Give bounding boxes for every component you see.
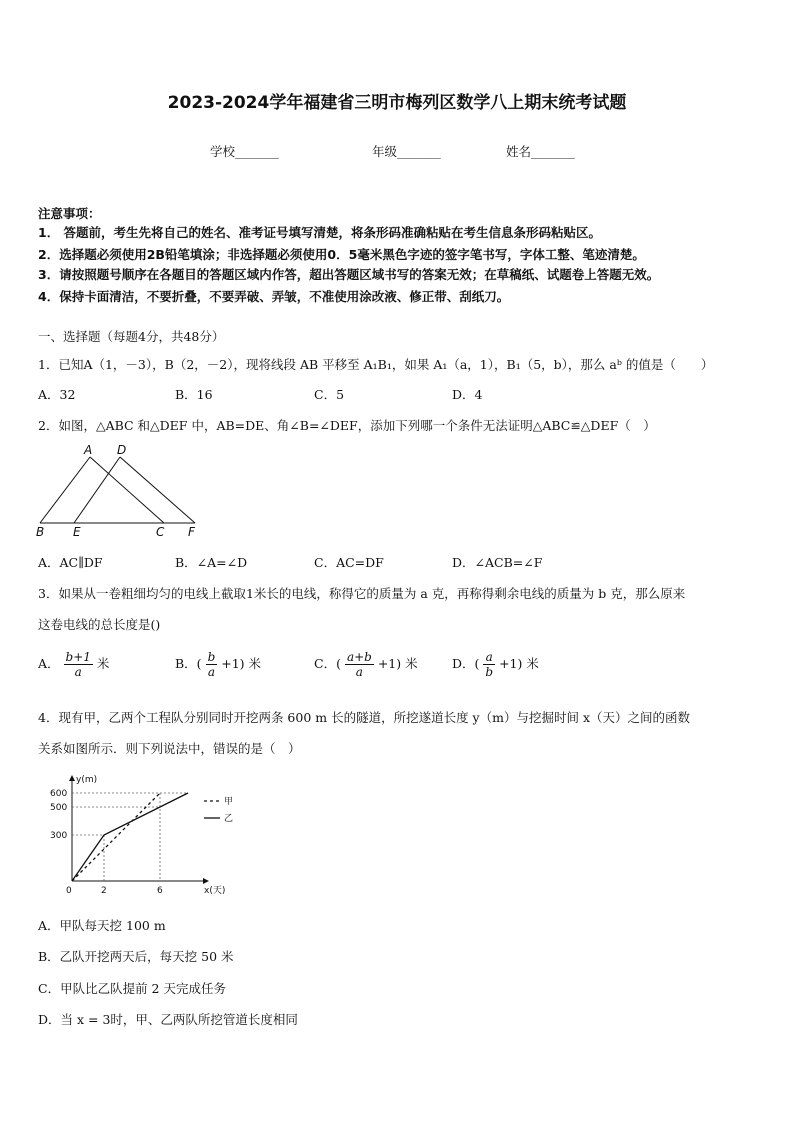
fraction: $\frac{b}{a}$	[207, 650, 216, 679]
q1-option-a: A．32	[38, 387, 76, 402]
y-tick: 300	[50, 831, 68, 841]
q3-option-b: B．( $\frac{b}{a}$ +1) 米	[175, 650, 262, 679]
question-1-text: A（1，－3），B（2，－2），现将线段 AB 平移至 A₁B₁，如果 A₁（a，1），B₁（5，b），那么 aᵇ 的值是（ ）	[83, 357, 714, 372]
q4-option-d: D．当 x = 3时，甲、乙两队所挖管道长度相同	[38, 1012, 298, 1027]
notice-item: 4．保持卡面清洁，不要折叠，不要弄破、弄皱，不准使用涂改液、修正带、刮纸刀。	[38, 289, 510, 304]
grade-field: 年级_______	[372, 144, 441, 159]
y-axis-label: y(m)	[76, 775, 98, 785]
fraction: $\frac{a}{b}$	[485, 650, 494, 679]
x-tick: 2	[101, 886, 107, 896]
series-jia	[72, 793, 160, 881]
legend-yi-label: 乙	[224, 814, 234, 824]
question-2: 2．如图，△ABC 和△DEF 中，AB=DE、角∠B=∠DEF，添加下列哪一个条件无法证明△ABC≌△DEF（ ）	[38, 418, 656, 433]
y-tick: 500	[50, 803, 68, 813]
q1-option-b: B．16	[175, 387, 213, 402]
triangle-figure	[30, 440, 210, 540]
label-f: F	[188, 525, 195, 539]
q2-option-c: C．AC=DF	[314, 555, 384, 570]
notice-item: 3．请按照题号顺序在各题目的答题区域内作答，超出答题区域书写的答案无效；在草稿纸、试题卷上答题无效。	[38, 267, 660, 282]
q4-option-c: C．甲队比乙队提前 2 天完成任务	[38, 981, 226, 996]
q1-option-c: C．5	[314, 387, 345, 402]
question-1-num: 1．已知	[38, 357, 84, 372]
label-b: B	[36, 525, 45, 539]
segment-ab	[40, 457, 90, 523]
notice-heading: 注意事项：	[38, 206, 101, 221]
segment-df	[120, 457, 195, 523]
x-tick: 6	[157, 886, 163, 896]
work-graph	[38, 768, 248, 903]
q2-option-b: B．∠A=∠D	[175, 555, 248, 570]
school-field: 学校_______	[210, 144, 279, 159]
segment-ac	[90, 457, 164, 523]
x-tick: 0	[66, 886, 72, 896]
label-d: D	[117, 443, 127, 457]
x-axis-label: x(天)	[204, 886, 226, 896]
q4-option-a: A．甲队每天挖 100 m	[38, 918, 166, 933]
q2-option-d: D．∠ACB=∠F	[452, 555, 543, 570]
question-3-line2: 这卷电线的总长度是()	[38, 617, 161, 632]
q3-option-a: A． $\frac{b+1}{a}$ 米	[38, 650, 110, 679]
legend-jia-label: 甲	[224, 797, 234, 807]
name-field: 姓名_______	[506, 144, 575, 159]
page-title: 2023-2024学年福建省三明市梅列区数学八上期末统考试题	[167, 93, 627, 113]
question-4-line2: 关系如图所示．则下列说法中，错误的是（ ）	[38, 741, 301, 756]
notice-item: 1． 答题前，考生先将自己的姓名、准考证号填写清楚，将条形码准确粘贴在考生信息条形码粘贴区。	[38, 225, 602, 240]
label-a: A	[84, 443, 93, 457]
fraction: $\frac{b+1}{a}$	[65, 650, 91, 679]
fraction: $\frac{a+b}{a}$	[346, 650, 372, 679]
question-3-line1: 3．如果从一卷粗细均匀的电线上截取1米长的电线，称得它的质量为 a 克，再称得剩余电线的质量为 b 克，那么原来	[38, 586, 686, 601]
series-yi	[72, 793, 188, 881]
q1-option-d: D．4	[452, 387, 483, 402]
question-1	[38, 355, 713, 373]
y-tick: 600	[50, 789, 68, 799]
q3-option-c: C．( $\frac{a+b}{a}$ +1) 米	[314, 650, 418, 679]
segment-de	[74, 457, 120, 523]
section-heading: 一、选择题（每题4分，共48分）	[38, 329, 225, 344]
question-4-line1: 4．现有甲，乙两个工程队分别同时开挖两条 600 m 长的隧道，所挖遂道长度 y（m）与挖掘时间 x（天）之间的函数	[38, 710, 690, 725]
label-c: C	[156, 525, 165, 539]
q3-option-d: D．( $\frac{a}{b}$ +1) 米	[452, 650, 539, 679]
q4-option-b: B．乙队开挖两天后，每天挖 50 米	[38, 949, 234, 964]
label-e: E	[73, 525, 81, 539]
notice-item: 2．选择题必须使用2B铅笔填涂；非选择题必须使用0．5毫米黑色字迹的签字笔书写，字体工整、笔迹清楚。	[38, 247, 645, 262]
q2-option-a: A．AC∥DF	[38, 555, 103, 570]
